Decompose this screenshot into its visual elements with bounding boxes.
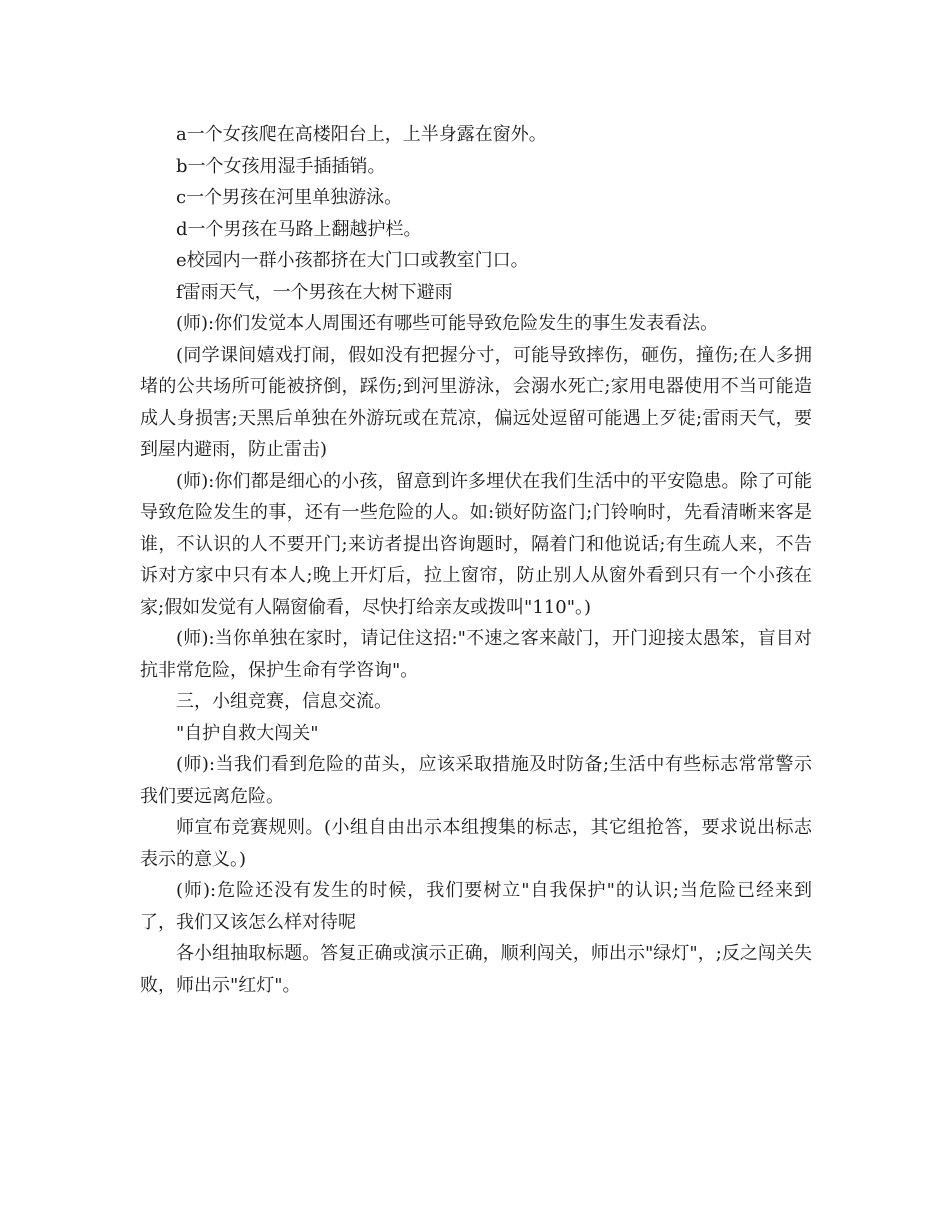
paragraph-group-questions: 各小组抽取标题。答复正确或演示正确，顺利闯关，师出示"绿灯"，;反之闯关失败，师出示"红灯"。 bbox=[140, 943, 812, 996]
paragraph-section-three: 三，小组竞赛，信息交流。 bbox=[176, 691, 392, 712]
paragraph-teacher-home-alone: (师):当你单独在家时，请记住这招:"不速之客来敲门，开门迎接太愚笨，盲目对抗非常危险，保护生命有学咨询"。 bbox=[140, 628, 812, 681]
paragraph-teacher-dangerous-people: (师):你们都是细心的小孩，留意到许多埋伏在我们生活中的平安隐患。除了可能导致危险发生的事，还有一些危险的人。如:锁好防盗门;门铃响时，先看清晰来客是谁，不认识的人不要开门;来访者提出咨询题时，隔着门和他说话;有生疏人来，不告诉对方家中只有本人;晚上开灯后，拉上窗帘，防止别人从窗外看到只有一个小孩在家;假如发觉有人隔窗偷看，尽快打给亲友或拨叫"110"。) bbox=[140, 470, 812, 618]
paragraph-teacher-question: (师):你们发觉本人周围还有哪些可能导致危险发生的事生发表看法。 bbox=[176, 313, 719, 334]
paragraph-scenario-a: a一个女孩爬在高楼阳台上，上半身露在窗外。 bbox=[176, 124, 547, 145]
paragraph-teacher-signs: (师):当我们看到危险的苗头，应该采取措施及时防备;生活中有些标志常常警示我们要远离危险。 bbox=[140, 754, 812, 807]
paragraph-teacher-self-protection: (师):危险还没有发生的时候，我们要树立"自我保护"的认识;当危险已经来到了，我们又该怎么样对待呢 bbox=[140, 880, 812, 933]
paragraph-scenario-c: c一个男孩在河里单独游泳。 bbox=[176, 187, 403, 208]
paragraph-scenario-d: d一个男孩在马路上翻越护栏。 bbox=[176, 218, 422, 240]
paragraph-scenario-b: b一个女孩用湿手插插销。 bbox=[176, 155, 386, 177]
paragraph-scenario-f: f雷雨天气，一个男孩在大树下避雨 bbox=[176, 281, 453, 303]
paragraph-game-title: "自护自救大闯关" bbox=[176, 722, 319, 744]
paragraph-student-answers: (同学课间嬉戏打闹，假如没有把握分寸，可能导致摔伤，砸伤，撞伤;在人多拥堵的公共场所可能被挤倒，踩伤;到河里游泳，会溺水死亡;家用电器使用不当可能造成人身损害;天黑后单独在外游玩或在荒凉，偏远处逗留可能遇上歹徒;雷雨天气，要到屋内避雨，防止雷击) bbox=[140, 344, 813, 460]
paragraph-competition-rules: 师宣布竞赛规则。(小组自由出示本组搜集的标志，其它组抢答，要求说出标志表示的意义。) bbox=[140, 817, 812, 870]
paragraph-scenario-e: e校园内一群小孩都挤在大门口或教室门口。 bbox=[176, 250, 529, 271]
document-body bbox=[140, 119, 812, 1001]
